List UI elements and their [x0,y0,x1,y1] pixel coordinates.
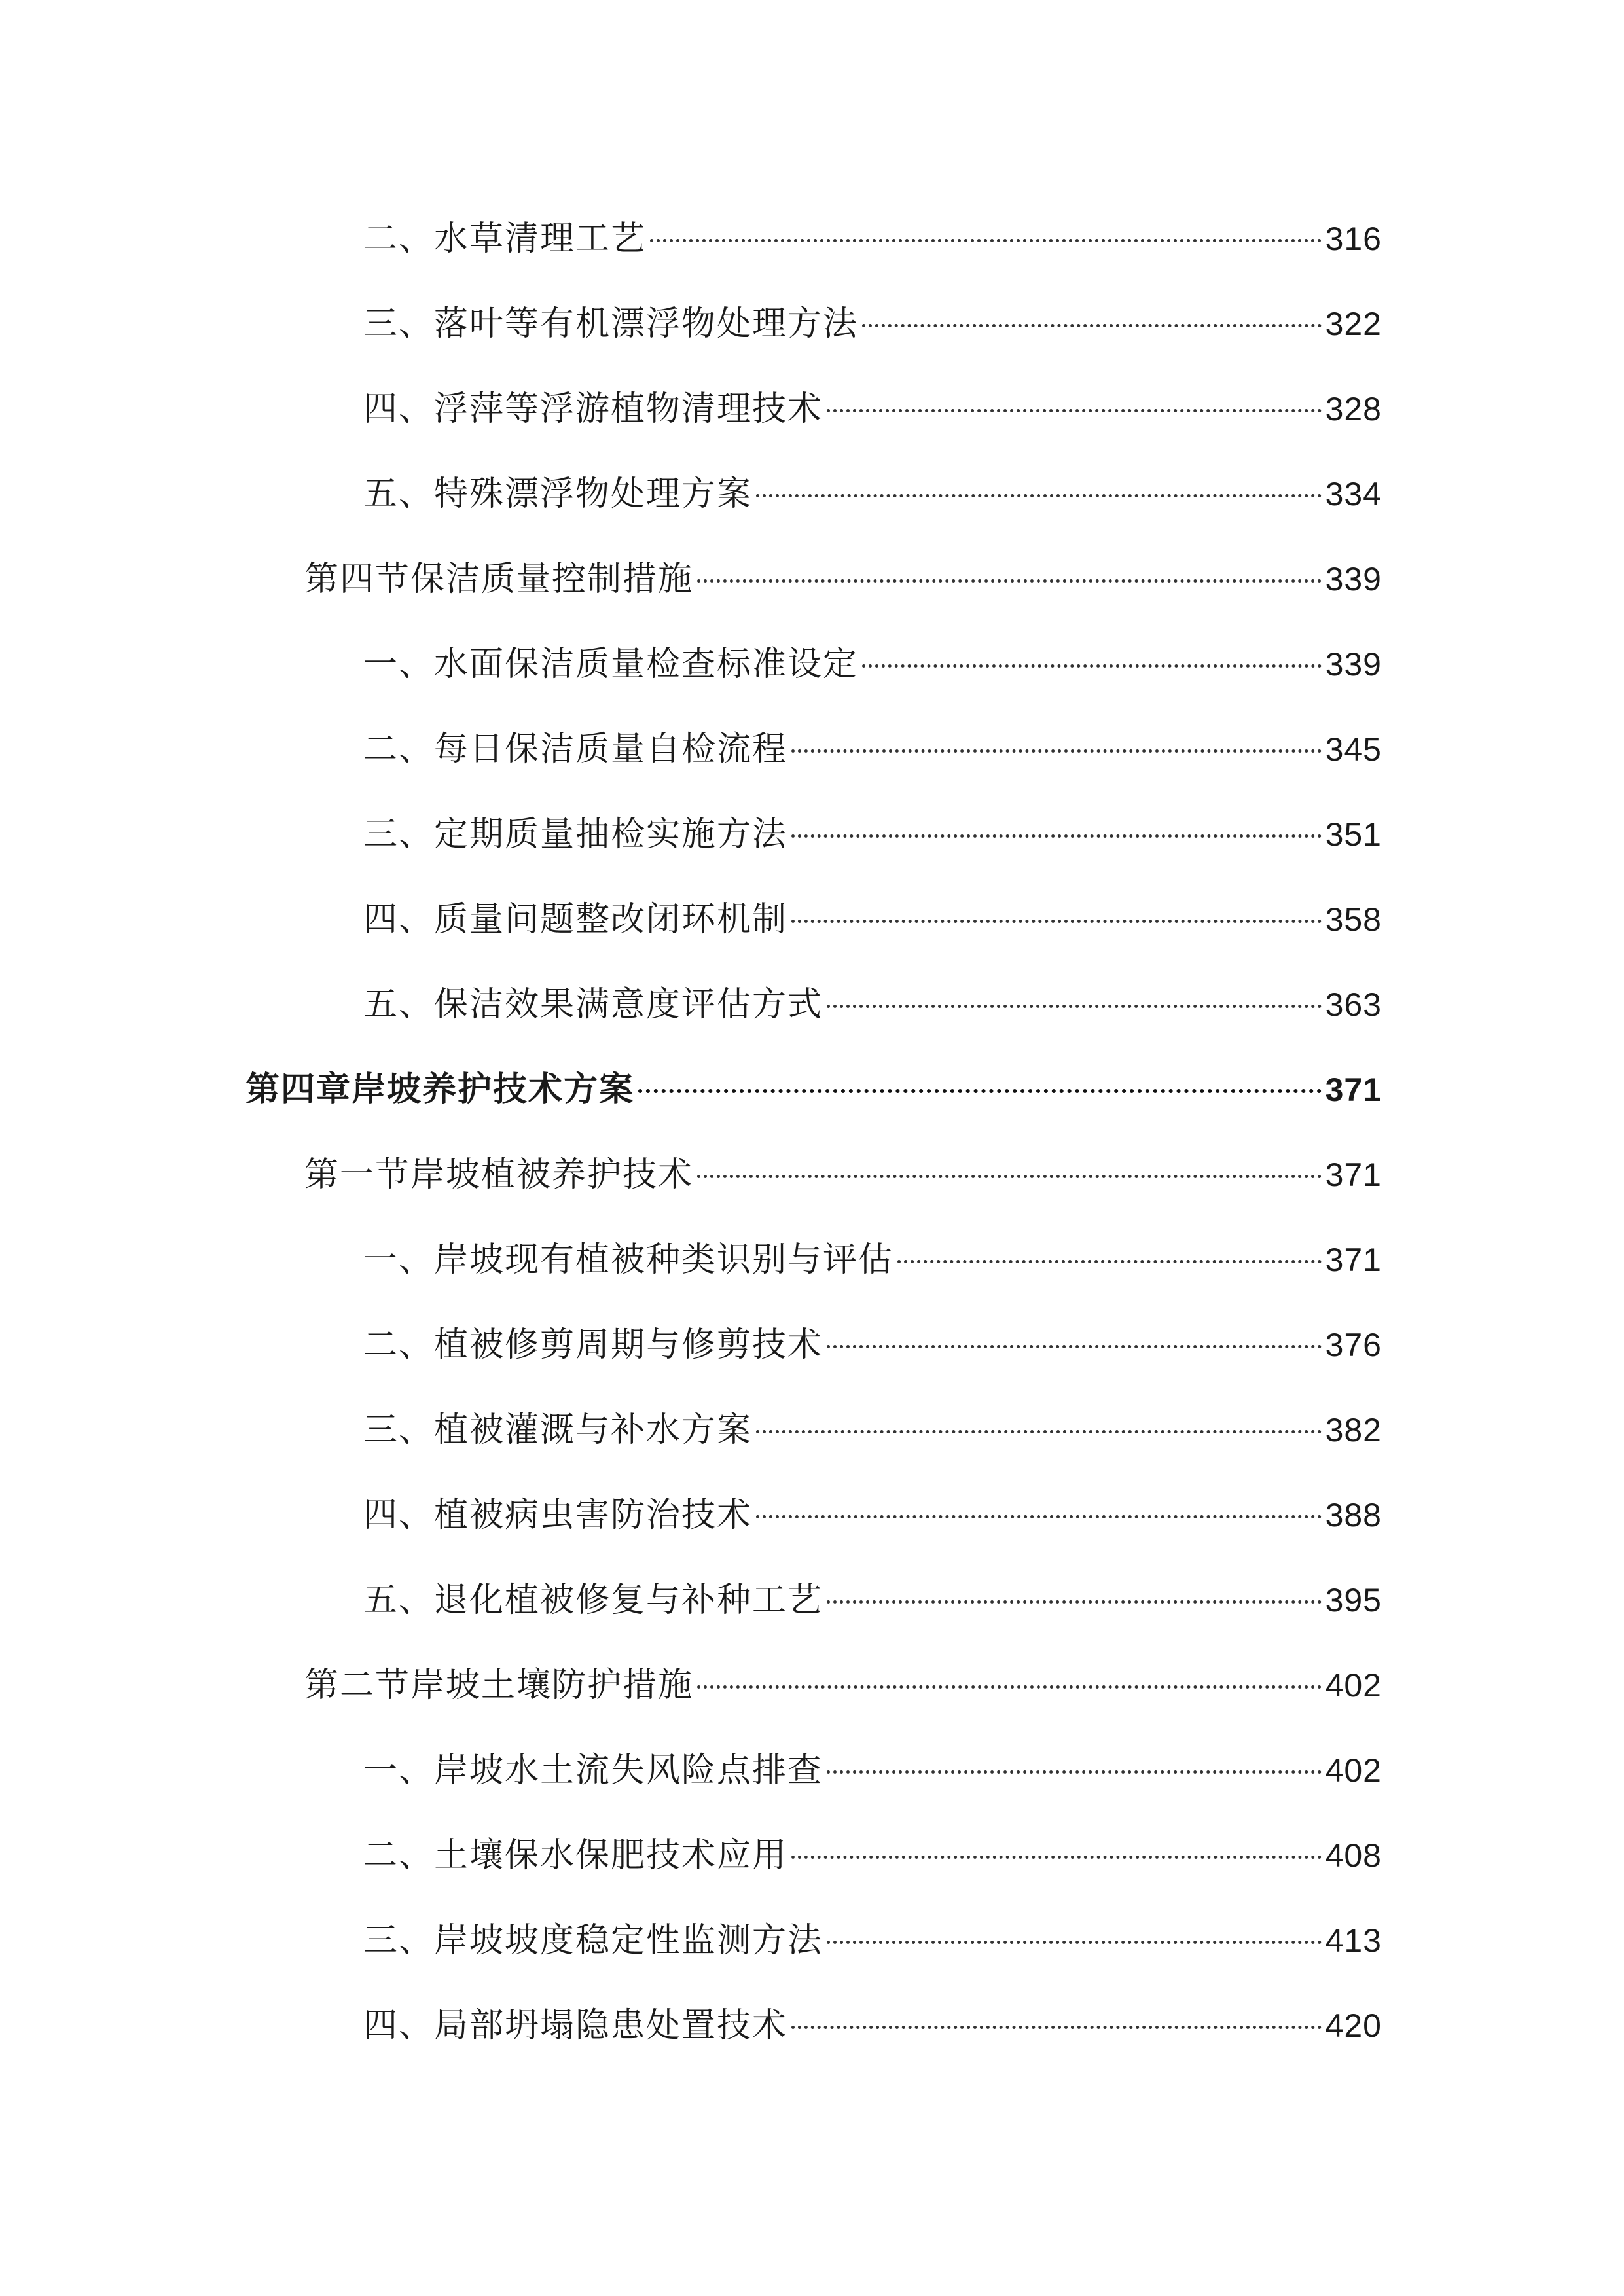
toc-entry[interactable] [363,1574,1382,1626]
toc-dot-leader [791,2026,1322,2029]
toc-entry-page: 395 [1325,1582,1382,1619]
toc-entry[interactable] [363,383,1382,435]
toc-entry-page: 382 [1325,1412,1382,1448]
toc-entry[interactable] [363,1744,1382,1797]
toc-entry-page: 358 [1325,901,1382,938]
toc-entry[interactable] [304,1149,1382,1201]
toc-entry[interactable] [363,1489,1382,1541]
toc-entry-title: 二、土壤保水保肥技术应用 [363,1836,788,1875]
toc-dot-leader [862,664,1322,668]
toc-dot-leader [827,1770,1322,1774]
toc-entry-page: 388 [1325,1497,1382,1534]
toc-dot-leader [862,324,1322,327]
toc-dot-leader [697,1685,1322,1689]
toc-dot-leader [791,749,1322,753]
toc-entry-title: 三、落叶等有机漂浮物处理方法 [363,304,859,344]
toc-entry-title: 四、植被病虫害防治技术 [363,1496,753,1535]
toc-entry[interactable] [304,553,1382,605]
toc-entry-title: 第二节岸坡土壤防护措施 [304,1666,694,1705]
toc-entry-title: 第一节岸坡植被养护技术 [304,1155,694,1194]
toc-entry-title: 五、保洁效果满意度评估方式 [363,985,823,1024]
toc-entry[interactable] [363,723,1382,776]
toc-entry[interactable] [363,808,1382,861]
toc-entry-page: 328 [1325,391,1382,427]
toc-entry-title: 第四章岸坡养护技术方案 [245,1070,635,1109]
toc-entry[interactable] [363,978,1382,1031]
toc-entry-page: 408 [1325,1837,1382,1874]
toc-entry-page: 413 [1325,1922,1382,1959]
toc-entry-title: 二、水草清理工艺 [363,219,647,259]
toc-entry-page: 371 [1325,1157,1382,1193]
toc-dot-leader [697,579,1322,583]
toc-entry-page: 339 [1325,561,1382,598]
toc-entry-title: 五、特殊漂浮物处理方案 [363,475,753,514]
toc-dot-leader [697,1175,1322,1178]
toc-dot-leader [650,239,1322,242]
toc-entry[interactable] [304,1659,1382,1712]
toc-dot-leader [897,1260,1322,1263]
toc-entry-page: 334 [1325,476,1382,512]
toc-entry[interactable] [363,1234,1382,1286]
toc-entry-title: 四、局部坍塌隐患处置技术 [363,2006,788,2045]
toc-dot-leader [827,1941,1322,1944]
toc-entry-page: 371 [1325,1071,1382,1108]
toc-entry-title: 二、植被修剪周期与修剪技术 [363,1325,823,1365]
toc-entry[interactable] [363,638,1382,691]
toc-entry-title: 五、退化植被修复与补种工艺 [363,1581,823,1620]
toc-dot-leader [638,1089,1322,1093]
toc-entry-page: 322 [1325,306,1382,342]
toc-entry-title: 二、每日保洁质量自检流程 [363,730,788,769]
toc-entry-title: 四、浮萍等浮游植物清理技术 [363,389,823,429]
toc-dot-leader [827,409,1322,412]
toc-entry-title: 三、植被灌溉与补水方案 [363,1410,753,1450]
toc-entry[interactable] [363,893,1382,946]
toc-entry[interactable] [363,1319,1382,1371]
toc-entry-title: 一、岸坡现有植被种类识别与评估 [363,1240,894,1280]
toc-entry-title: 一、岸坡水土流失风险点排查 [363,1751,823,1790]
toc-entry-page: 339 [1325,646,1382,683]
toc-entry-page: 402 [1325,1752,1382,1789]
toc-entry-page: 345 [1325,731,1382,768]
toc-dot-leader [827,1600,1322,1604]
toc-dot-leader [756,1430,1322,1433]
toc-entry[interactable] [363,298,1382,350]
toc-entry-title: 第四节保洁质量控制措施 [304,560,694,599]
toc-dot-leader [827,1345,1322,1348]
toc-dot-leader [791,834,1322,838]
toc-dot-leader [756,1515,1322,1518]
toc-dot-leader [791,920,1322,923]
toc-entry[interactable] [363,468,1382,520]
toc-chapter-entry[interactable] [245,1064,1382,1116]
toc-entry[interactable] [363,1829,1382,1882]
toc-entry-page: 376 [1325,1327,1382,1363]
toc-entry[interactable] [363,1914,1382,1967]
toc-entry-page: 371 [1325,1242,1382,1278]
toc-dot-leader [827,1005,1322,1008]
toc-entry-title: 四、质量问题整改闭环机制 [363,900,788,939]
toc-entry[interactable] [363,213,1382,265]
toc-entry-title: 三、定期质量抽检实施方法 [363,815,788,854]
toc-entry-title: 三、岸坡坡度稳定性监测方法 [363,1921,823,1960]
toc-entry[interactable] [363,1404,1382,1456]
toc-entry-page: 351 [1325,816,1382,853]
toc-entry-page: 316 [1325,221,1382,257]
toc-entry-page: 420 [1325,2007,1382,2044]
toc-entry[interactable] [363,2000,1382,2052]
toc-entry-title: 一、水面保洁质量检查标准设定 [363,645,859,684]
toc-entry-page: 363 [1325,986,1382,1023]
toc-dot-leader [756,494,1322,497]
toc-dot-leader [791,1856,1322,1859]
toc-entry-page: 402 [1325,1667,1382,1704]
